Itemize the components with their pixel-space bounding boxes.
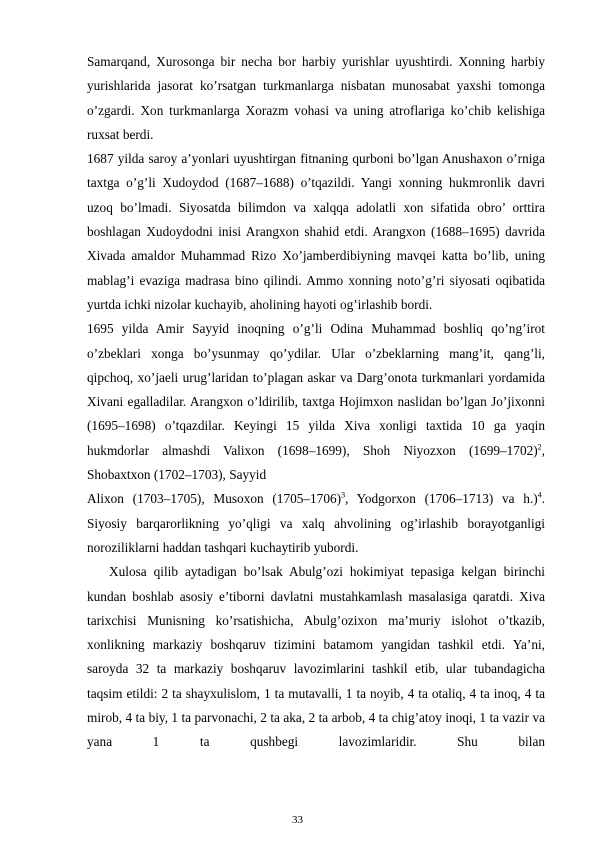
paragraph-5: [87, 560, 545, 754]
paragraph-2: [87, 147, 545, 317]
page-number: 33: [292, 814, 303, 826]
paragraph-5-text: Xulosa qilib aytadigan bo’lsak Abulg’ozi hokimiyat tepasiga kelgan birinchi kundan boshlab asosiy e’tiborni davlatni mustahkamlash masalasiga qaratdi. Xiva tarixchisi Munisning ko’rsatishicha, Abulg’ozixon ma’muriy islohot o’tkazib, xonlikning markaziy boshqaruv tizimini batamom yangidan tashkil etdi. Ya’ni, saroyda 32 ta markaziy boshqaruv lavozimlarini tashkil etib, ular tubandagicha taqsim etildi: 2 ta shayxulislom, 1 ta mutavalli, 1 ta noyib, 4 ta otaliq, 4 ta inoq, 4 ta mirob, 4 ta biy, 1 ta parvonachi, 2 ta aka, 2 ta arbob, 4 ta chig’atoy inoqi, 1 ta vazir va yana 1 ta qushbegi lavozimlaridir. Shu bilan: [87, 564, 545, 750]
paragraph-4-mid: , Yodgorxon (1706–1713) va h.): [345, 491, 538, 507]
footnote-marker: 4: [537, 490, 542, 500]
paragraph-4: [87, 487, 545, 560]
document-page: [87, 50, 545, 755]
paragraph-1-text: Samarqand, Xurosonga bir necha bor harbiy yurishlar uyushtirdi. Xonning harbiy yurishlarida jasorat ko’rsatgan turkmanlarga nisbatan munosabat yaxshi tomonga o’zgardi. Xon turkmanlarga Xorazm vohasi va uning atroflariga ko’chib kelishiga ruxsat berdi.: [87, 54, 545, 142]
paragraph-2-text: 1687 yilda saroy a’yonlari uyushtirgan fitnaning qurboni bo’lgan Anushaxon o’rniga taxtga o’g’li Xudoydod (1687–1688) o’tqazildi. Yangi xonning hukmronlik davri uzoq bo’lmadi. Siyosatda bilimdon va xalqqa adolatli xon sifatida obro’ orttira boshlagan Xudoydodni inisi Arangxon shahid etdi. Arangxon (1688–1695) davrida Xivada amaldor Muhammad Rizo Xo’jamberdibiyning mavqei katta bo’lib, uning mablag’i evaziga madrasa bino qilindi. Ammo xonning noto’g’ri siyosati oqibatida yurtda ichki nizolar kuchayib, aholining hayoti og’irlashib bordi.: [87, 151, 545, 312]
paragraph-4-text: Alixon (1703–1705), Musoxon (1705–1706): [87, 491, 342, 507]
paragraph-3-text: 1695 yilda Amir Sayyid inoqning o’g’li Odina Muhammad boshliq qo’ng’irot o’zbeklari xonga bo’ysunmay qo’ydilar. Ular o’zbeklarning mang’it, qang’li, qipchoq, xo’jaeli urug’laridan to’plagan askar va Darg’onota turkmanlari yordamida Xivani egalladilar. Arangxon o’ldirilib, taxtga Hojimxon naslidan bo’lgan Jo’jixonni (1695–1698) o’tqazdilar. Keyingi 15 yilda Xiva xonligi taxtida 10 ga yaqin hukmdorlar almashdi Valixon (1698–1699), Shoh Niyozxon (1699–1702): [87, 321, 545, 458]
footnote-marker: 2: [537, 442, 542, 452]
paragraph-1: [87, 50, 545, 147]
paragraph-3: [87, 317, 545, 487]
paragraph-3-tail: , Shobaxtxon (1702–1703), Sayyid: [87, 442, 545, 483]
paragraph-4-tail: . Siyosiy barqarorlikning yo’qligi va xalq ahvolining og’irlashib borayotganligi noroziliklarni haddan tashqari kuchaytirib yubordi.: [87, 491, 545, 555]
footnote-marker: 3: [341, 490, 346, 500]
